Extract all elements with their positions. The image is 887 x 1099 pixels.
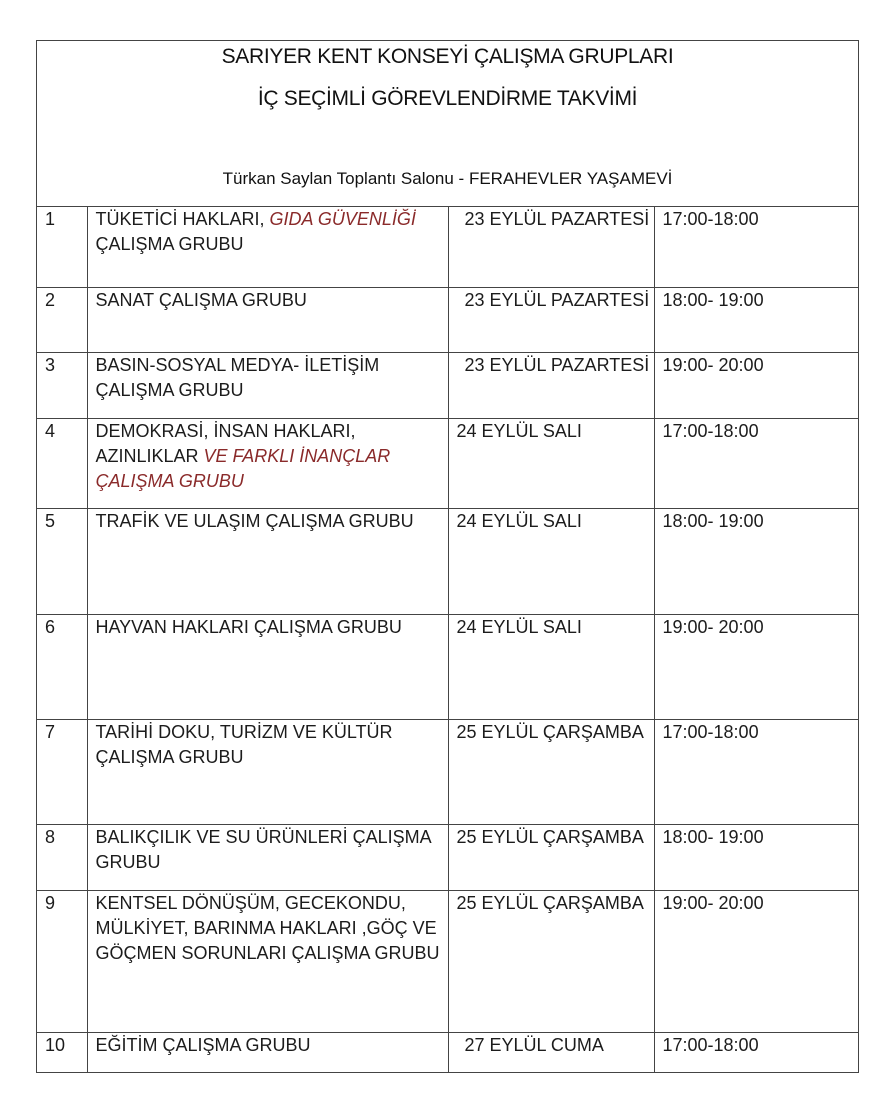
meeting-date: 23 EYLÜL PAZARTESİ: [448, 207, 654, 287]
table-row: [37, 890, 858, 1032]
group-name: SANAT ÇALIŞMA GRUBU: [87, 287, 448, 352]
table-row: [37, 508, 858, 614]
group-name: TARİHİ DOKU, TURİZM VE KÜLTÜR ÇALIŞMA GRUBU: [87, 719, 448, 824]
meeting-date: 27 EYLÜL CUMA: [448, 1032, 654, 1072]
document-header: [37, 41, 858, 207]
group-text: ÇALIŞMA GRUBU: [95, 234, 244, 254]
group-name: BASIN-SOSYAL MEDYA- İLETİŞİM ÇALIŞMA GRUBU: [87, 352, 448, 418]
meeting-time: 19:00- 20:00: [654, 614, 858, 719]
table-row: [37, 418, 858, 508]
row-number: 8: [37, 824, 87, 890]
meeting-location: Türkan Saylan Toplantı Salonu - FERAHEVLER YAŞAMEVİ: [222, 169, 673, 188]
meeting-time: 18:00- 19:00: [654, 287, 858, 352]
table-row: [37, 719, 858, 824]
group-name: KENTSEL DÖNÜŞÜM, GECEKONDU, MÜLKİYET, BARINMA HAKLARI ,GÖÇ VE GÖÇMEN SORUNLARI ÇALIŞMA GRUBU: [87, 890, 448, 1032]
meeting-time: 17:00-18:00: [654, 719, 858, 824]
table-row: [37, 352, 858, 418]
row-number: 2: [37, 287, 87, 352]
group-name: BALIKÇILIK VE SU ÜRÜNLERİ ÇALIŞMA GRUBU: [87, 824, 448, 890]
group-highlight: VE FARKLI İNANÇLAR ÇALIŞMA GRUBU: [95, 445, 391, 491]
meeting-date: 23 EYLÜL PAZARTESİ: [448, 287, 654, 352]
meeting-time: 17:00-18:00: [654, 418, 858, 508]
schedule-table: [37, 207, 858, 1072]
row-number: 6: [37, 614, 87, 719]
group-name: EĞİTİM ÇALIŞMA GRUBU: [87, 1032, 448, 1072]
meeting-date: 25 EYLÜL ÇARŞAMBA: [448, 890, 654, 1032]
meeting-date: 24 EYLÜL SALI: [448, 418, 654, 508]
meeting-time: 18:00- 19:00: [654, 508, 858, 614]
meeting-date: 24 EYLÜL SALI: [448, 508, 654, 614]
meeting-time: 19:00- 20:00: [654, 890, 858, 1032]
meeting-date: 25 EYLÜL ÇARŞAMBA: [448, 824, 654, 890]
meeting-time: 17:00-18:00: [654, 207, 858, 287]
table-row: [37, 207, 858, 287]
document-title: SARIYER KENT KONSEYİ ÇALIŞMA GRUPLARI: [221, 45, 674, 68]
meeting-time: 17:00-18:00: [654, 1032, 858, 1072]
table-row: [37, 614, 858, 719]
document-subtitle: İÇ SEÇİMLİ GÖREVLENDİRME TAKVİMİ: [257, 87, 638, 110]
meeting-date: 24 EYLÜL SALI: [448, 614, 654, 719]
row-number: 3: [37, 352, 87, 418]
row-number: 10: [37, 1032, 87, 1072]
row-number: 1: [37, 207, 87, 287]
group-text: DEMOKRASİ, İNSAN HAKLARI, AZINLIKLAR: [95, 420, 356, 466]
row-number: 9: [37, 890, 87, 1032]
group-highlight: GIDA GÜVENLİĞİ: [269, 209, 416, 229]
meeting-date: 25 EYLÜL ÇARŞAMBA: [448, 719, 654, 824]
table-row: [37, 287, 858, 352]
group-name: [87, 207, 448, 287]
group-name: HAYVAN HAKLARI ÇALIŞMA GRUBU: [87, 614, 448, 719]
group-name: [87, 418, 448, 508]
schedule-document: [36, 40, 859, 1073]
group-name: TRAFİK VE ULAŞIM ÇALIŞMA GRUBU: [87, 508, 448, 614]
meeting-time: 18:00- 19:00: [654, 824, 858, 890]
meeting-time: 19:00- 20:00: [654, 352, 858, 418]
group-text: TÜKETİCİ HAKLARI,: [95, 209, 270, 229]
row-number: 4: [37, 418, 87, 508]
table-row: [37, 1032, 858, 1072]
meeting-date: 23 EYLÜL PAZARTESİ: [448, 352, 654, 418]
table-row: [37, 824, 858, 890]
row-number: 5: [37, 508, 87, 614]
row-number: 7: [37, 719, 87, 824]
